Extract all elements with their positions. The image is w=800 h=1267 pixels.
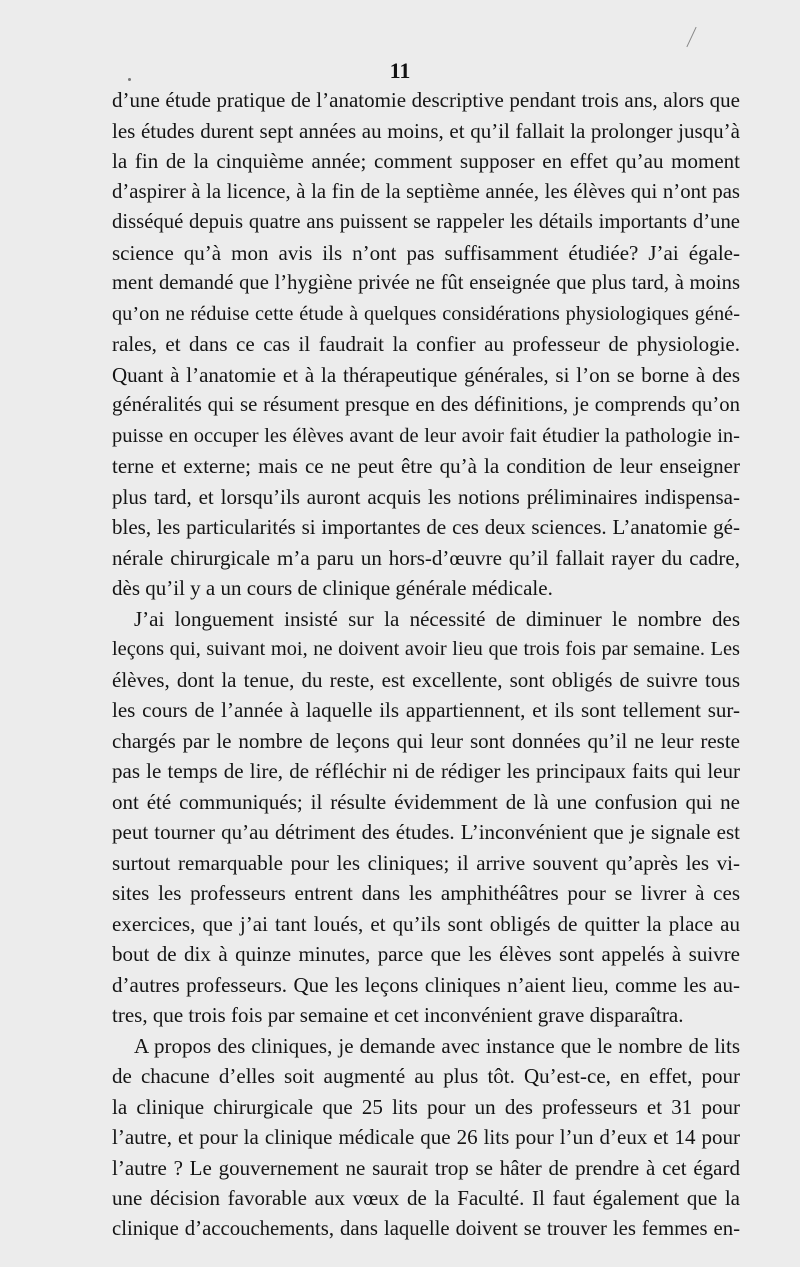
text-line: ment demandé que l’hygiène privée ne fût enseignée que plus tard, à moins bbox=[112, 272, 740, 294]
text-line: élèves, dont la tenue, du reste, est excellente, sont obligés de suivre tous bbox=[112, 667, 740, 692]
text-line: d’aspirer à la licence, à la fin de la septième année, les élèves qui n’ont pas bbox=[112, 180, 740, 203]
text-line: science qu’à mon avis ils n’ont pas suffisamment étudiée? J’ai égale- bbox=[112, 240, 740, 265]
text-line: pas le temps de lire, de réfléchir ni de rédiger les principaux faits qui leur bbox=[112, 759, 740, 783]
text-line: rales, et dans ce cas il faudrait la confier au professeur de physiologie. bbox=[112, 332, 740, 356]
paragraph-start-line: A propos des cliniques, je demande avec instance que le nombre de lits bbox=[134, 1033, 740, 1058]
text-line: qu’on ne réduise cette étude à quelques considérations physiologiques géné- bbox=[112, 302, 740, 325]
text-line: chargés par le nombre de leçons qui leur sont données qu’il ne leur reste bbox=[112, 728, 740, 753]
paragraph-end-line: tres, que trois fois par semaine et cet inconvénient grave disparaîtra. bbox=[112, 1003, 684, 1027]
text-line: d’une étude pratique de l’anatomie descriptive pendant trois ans, alors que bbox=[112, 88, 740, 112]
text-line: exercices, que j’ai tant loués, et qu’ils sont obligés de quitter la place au bbox=[112, 911, 740, 936]
text-line: peut tourner qu’au détriment des études. L’inconvénient que je signale est bbox=[112, 820, 740, 844]
text-line: généralités qui se résument presque en des définitions, je comprends qu’on bbox=[112, 394, 740, 416]
text-line: surtout remarquable pour les cliniques; il arrive souvent qu’après les vi- bbox=[112, 850, 740, 875]
text-line: la fin de la cinquième année; comment supposer en effet qu’au moment bbox=[112, 149, 740, 173]
text-line: la clinique chirurgicale que 25 lits pour un des professeurs et 31 pour bbox=[112, 1094, 740, 1119]
text-line: nérale chirurgicale m’a paru un hors-d’œuvre qu’il fallait rayer du cadre, bbox=[112, 545, 740, 570]
pencil-mark bbox=[686, 27, 696, 47]
text-line: bles, les particularités si importantes de ces deux sciences. L’anatomie gé- bbox=[112, 515, 740, 539]
text-line: les études durent sept années au moins, et qu’il fallait la prolonger jusqu’à bbox=[112, 118, 740, 143]
text-line: l’autre ? Le gouvernement ne saurait trop se hâter de prendre à cet égard bbox=[112, 1155, 740, 1180]
text-line: clinique d’accouchements, dans laquelle doivent se trouver les femmes en- bbox=[112, 1217, 740, 1240]
text-line: Quant à l’anatomie et à la thérapeutique générales, si l’on se borne à des bbox=[112, 362, 740, 387]
text-line: terne et externe; mais ce ne peut être qu’à la condition de leur enseigner bbox=[112, 454, 740, 478]
paragraph-end-line: dès qu’il y a un cours de clinique générale médicale. bbox=[112, 576, 553, 600]
text-line: de chacune d’elles soit augmenté au plus tôt. Qu’est-ce, en effet, pour bbox=[112, 1064, 740, 1088]
text-line: puisse en occuper les élèves avant de leur avoir fait étudier la pathologie in- bbox=[112, 424, 740, 447]
text-line: bout de dix à quinze minutes, parce que les élèves sont appelés à suivre bbox=[112, 942, 740, 966]
text-line: plus tard, et lorsqu’ils auront acquis les notions préliminaires indispensa- bbox=[112, 484, 740, 509]
text-line: une décision favorable aux vœux de la Faculté. Il faut également que la bbox=[112, 1186, 740, 1210]
text-line: leçons qui, suivant moi, ne doivent avoir lieu que trois fois par semaine. Les bbox=[112, 638, 740, 660]
text-line: les cours de l’année à laquelle ils appartiennent, et ils sont tellement sur- bbox=[112, 698, 740, 722]
text-line: d’autres professeurs. Que les leçons cliniques n’aient lieu, comme les au- bbox=[112, 972, 740, 997]
page-number: 11 bbox=[389, 58, 411, 83]
text-line: sites les professeurs entrent dans les amphithéâtres pour se livrer à ces bbox=[112, 881, 740, 905]
body-text bbox=[112, 85, 740, 1244]
text-line: disséqué depuis quatre ans puissent se rappeler les détails importants d’une bbox=[112, 211, 740, 233]
paragraph-start-line: J’ai longuement insisté sur la nécessité de diminuer le nombre des bbox=[134, 606, 740, 631]
text-line: ont été communiqués; il résulte évidemment de là une confusion qui ne bbox=[112, 789, 740, 814]
text-line: l’autre, et pour la clinique médicale que 26 lits pour l’un d’eux et 14 pour bbox=[112, 1125, 740, 1149]
